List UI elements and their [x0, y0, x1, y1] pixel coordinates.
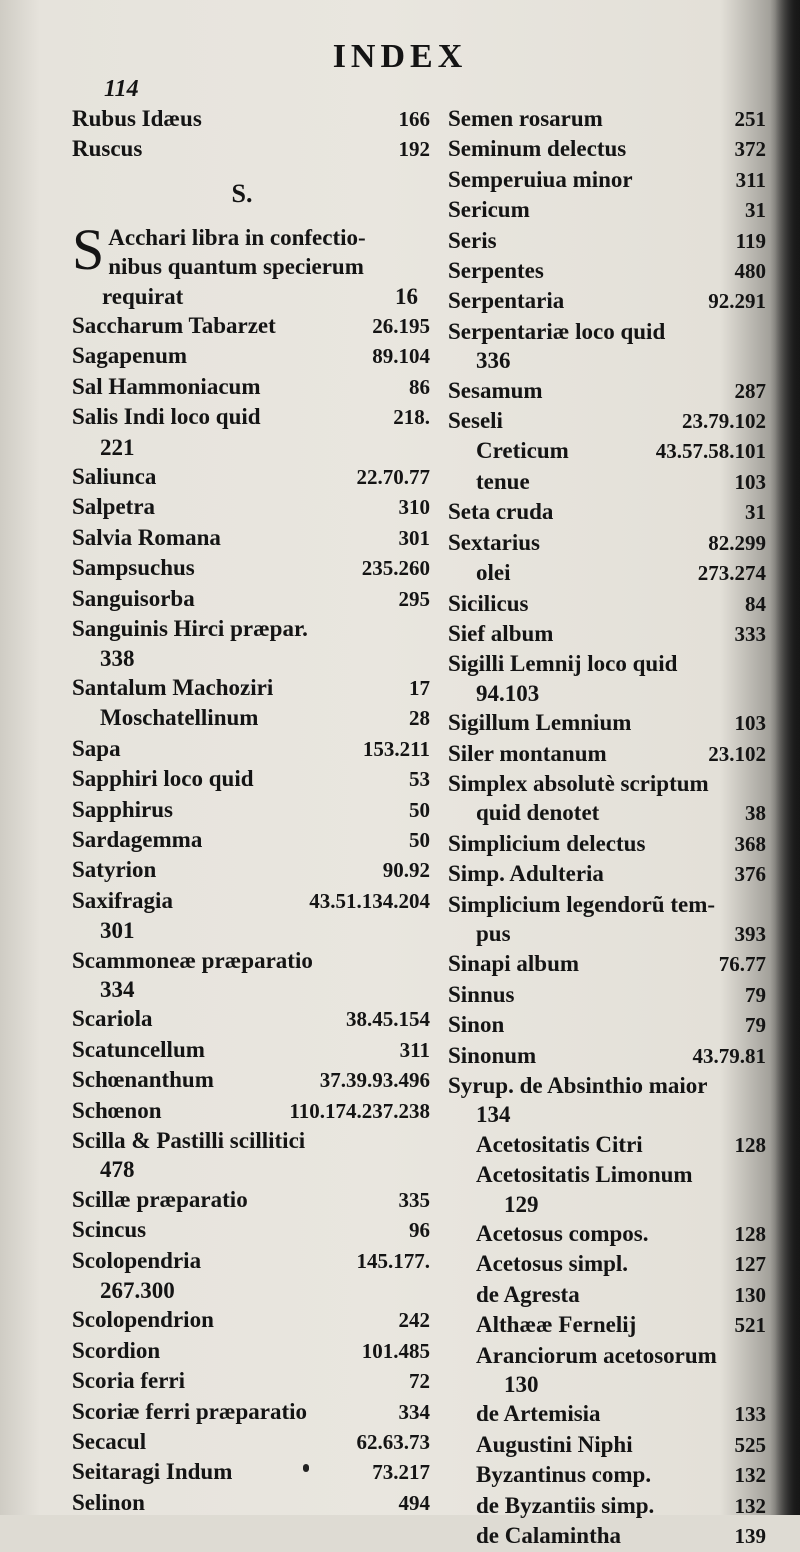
entry-pages: 43.79.81: [692, 1043, 766, 1068]
entry-term: Salvia Romana: [72, 524, 221, 550]
index-entry: [72, 584, 430, 614]
entry-pages: 79: [745, 982, 766, 1007]
entry-term: Sanguinis Hirci præpar.: [72, 616, 308, 642]
entry-pages: 89.104: [372, 344, 430, 369]
dropcap-line-text: nibus quantum specierum: [108, 254, 364, 280]
index-entry: [72, 1276, 430, 1305]
index-entry: [72, 946, 430, 975]
entry-term: Aranciorum acetosorum: [476, 1342, 717, 1368]
dropcap-line-text: Acchari libra in confectio-: [108, 224, 366, 250]
entry-term: Augustini Niphi: [476, 1431, 633, 1457]
entry-pages: 133: [734, 1402, 766, 1427]
index-entry: [448, 558, 766, 588]
index-entry: [72, 1305, 430, 1335]
entry-term: Sapa: [72, 735, 121, 761]
entry-term: Sagapenum: [72, 343, 188, 369]
entry-term: Scatuncellum: [72, 1036, 205, 1062]
entry-pages: 53: [409, 767, 430, 792]
index-entry: [448, 256, 766, 286]
entry-term: Scordion: [72, 1337, 161, 1363]
index-entry: [448, 1100, 766, 1129]
entry-term: Serpentariæ loco quid: [448, 318, 666, 344]
entry-pages: 96: [409, 1218, 430, 1243]
entry-term: Sinon: [448, 1012, 505, 1038]
entry-term: Siler montanum: [448, 740, 607, 766]
entry-pages: 79: [745, 1013, 766, 1038]
entry-term: 221: [100, 434, 135, 460]
entry-pages: 92.291: [708, 289, 766, 314]
entry-term: 336: [476, 348, 511, 374]
entry-pages: 153.211: [362, 736, 430, 761]
entry-pages: 287: [734, 378, 766, 403]
index-entry: [448, 1430, 766, 1460]
entry-term: de Byzantiis simp.: [476, 1492, 655, 1518]
entry-term: Sapphirus: [72, 796, 174, 822]
entry-term: Seris: [448, 227, 497, 253]
index-entry: [72, 703, 430, 733]
entry-term: Seminum delectus: [448, 136, 627, 162]
index-entry: [448, 679, 766, 708]
index-entry: [448, 1249, 766, 1279]
entry-term: Secacul: [72, 1429, 147, 1455]
entry-term: Satyrion: [72, 857, 157, 883]
index-entry: [72, 1155, 430, 1184]
index-entry: [72, 1185, 430, 1215]
index-entry: [448, 104, 766, 134]
entry-pages: 43.51.134.204: [309, 888, 430, 913]
entry-term: Saxifragia: [72, 887, 173, 913]
index-entry: [72, 1065, 430, 1095]
entry-pages: 368: [734, 831, 766, 856]
entry-term: Scoria ferri: [72, 1368, 186, 1394]
index-entry: [448, 226, 766, 256]
index-entry: [448, 317, 766, 346]
entry-term: Scolopendrion: [72, 1307, 214, 1333]
entry-term: Selinon: [72, 1489, 145, 1515]
index-entry: [448, 286, 766, 316]
entry-term: 267.300: [100, 1278, 175, 1304]
index-entry: [448, 708, 766, 738]
entry-term: Simplex absolutè scriptum: [448, 770, 709, 796]
entry-term: Scoriæ ferri præparatio: [72, 1398, 308, 1424]
entry-term: Acetosus simpl.: [476, 1251, 629, 1277]
entry-term: Sapphiri loco quid: [72, 766, 254, 792]
entry-term: Simp. Adulteria: [448, 861, 604, 887]
entry-term: Semen rosarum: [448, 106, 603, 131]
entry-term: Sesamum: [448, 377, 543, 403]
entry-term: 338: [100, 645, 135, 671]
entry-term: Syrup. de Absinthio maior: [448, 1073, 708, 1098]
index-entry: [72, 462, 430, 492]
entry-term: Scolopendria: [72, 1247, 202, 1273]
index-entry: [72, 372, 430, 402]
entry-pages: 521: [734, 1313, 766, 1338]
entry-term: Sigillum Lemnium: [448, 710, 632, 736]
entry-pages: 132: [734, 1463, 766, 1488]
dropcap-letter: S: [72, 216, 105, 282]
index-entry: [72, 916, 430, 945]
index-entry: [448, 1190, 766, 1219]
entry-pages: 480: [734, 259, 766, 284]
entry-pages: 301: [398, 525, 430, 550]
entry-term: Sicilicus: [448, 590, 529, 616]
index-entry: [448, 1491, 766, 1521]
entry-pages: 22.70.77: [356, 465, 430, 490]
entry-pages: 525: [734, 1432, 766, 1457]
entry-pages: 38: [745, 801, 766, 826]
entry-pages: 84: [745, 591, 766, 616]
entry-term: 129: [504, 1191, 539, 1217]
entry-term: Scillæ præparatio: [72, 1186, 248, 1212]
dropcap-pages: 16: [395, 283, 418, 309]
index-entry: [448, 769, 766, 798]
index-entry: [448, 1341, 766, 1370]
entry-term: Sal Hammoniacum: [72, 373, 261, 399]
entry-term: tenue: [476, 468, 530, 494]
index-entry: [72, 523, 430, 553]
entry-pages: 333: [734, 621, 766, 646]
entry-pages: 110.174.237.238: [289, 1098, 430, 1123]
entry-term: Ruscus: [72, 136, 143, 162]
index-entry: [448, 1130, 766, 1160]
entry-pages: 72: [409, 1369, 430, 1394]
entry-term: 130: [504, 1372, 539, 1398]
index-entry: [72, 825, 430, 855]
index-entry: [448, 406, 766, 436]
entry-pages: 311: [735, 167, 766, 192]
entry-pages: 251: [734, 107, 766, 131]
entry-term: Seseli: [448, 408, 503, 434]
entry-pages: 31: [745, 500, 766, 525]
entry-pages: 372: [734, 137, 766, 162]
index-entry: [448, 949, 766, 979]
entry-term: Scincus: [72, 1217, 147, 1243]
entry-term: Serpentaria: [448, 288, 565, 314]
entry-pages: 43.57.58.101: [655, 439, 766, 464]
entry-term: de Agresta: [476, 1281, 580, 1307]
index-entry: [72, 553, 430, 583]
entry-term: Scariola: [72, 1006, 153, 1032]
index-entry: [448, 1521, 766, 1551]
entry-term: Sinnus: [448, 981, 515, 1007]
entry-pages: 128: [734, 1132, 766, 1157]
entry-pages: 376: [734, 862, 766, 887]
entry-term: Moschatellinum: [100, 705, 259, 731]
entry-term: olei: [476, 560, 511, 586]
index-entry: [448, 619, 766, 649]
entry-pages: 50: [409, 827, 430, 852]
index-entry: [448, 739, 766, 769]
index-entry: [448, 919, 766, 949]
page-number: 114: [104, 76, 139, 102]
entry-pages: 103: [734, 711, 766, 736]
entries-left: [72, 311, 430, 1518]
entry-pages: 23.79.102: [682, 409, 766, 434]
index-entry: [72, 734, 430, 764]
entry-pages: 295: [398, 586, 430, 611]
index-entry: [448, 528, 766, 558]
index-entry: [448, 1370, 766, 1399]
entry-pages: 145.177.: [356, 1248, 430, 1273]
entry-pages: 128: [734, 1222, 766, 1247]
entry-term: 301: [100, 918, 135, 944]
index-entry: [72, 1126, 430, 1155]
entry-pages: 37.39.93.496: [319, 1068, 430, 1093]
index-entry: [448, 649, 766, 678]
index-entry: [72, 1488, 430, 1518]
index-entry: [448, 1010, 766, 1040]
entries-right: [448, 104, 766, 1552]
entry-pages: 310: [398, 495, 430, 520]
index-entry: [72, 1215, 430, 1245]
entry-pages: 28: [409, 706, 430, 731]
entry-term: Creticum: [476, 438, 569, 464]
entry-term: Semperuiua minor: [448, 166, 633, 192]
entry-pages: 130: [734, 1282, 766, 1307]
index-entry: [72, 311, 430, 341]
entry-term: Simplicium delectus: [448, 830, 646, 856]
index-entry: [72, 1457, 430, 1487]
entry-term: Acetositatis Limonum: [476, 1162, 693, 1188]
entry-pages: 50: [409, 797, 430, 822]
entry-term: Serpentes: [448, 258, 544, 284]
entry-pages: 166: [398, 107, 430, 131]
entry-pages: 334: [398, 1399, 430, 1424]
page-header: INDEX: [332, 38, 468, 75]
index-entry: [72, 673, 430, 703]
entry-term: Sinonum: [448, 1042, 537, 1068]
entry-term: Byzantinus comp.: [476, 1462, 652, 1488]
entry-term: pus: [476, 920, 511, 946]
index-entry: [72, 104, 430, 134]
entry-term: Sinapi album: [448, 951, 580, 977]
entry-term: Rubus Idæus: [72, 106, 202, 131]
entry-term: Acetosus compos.: [476, 1221, 649, 1247]
index-entry: [448, 829, 766, 859]
entry-pages: 90.92: [382, 858, 430, 883]
index-entry: [72, 492, 430, 522]
left-column: [72, 104, 430, 1518]
entry-term: Saccharum Tabarzet: [72, 313, 276, 339]
index-entry: [72, 614, 430, 643]
entry-pages: 127: [734, 1252, 766, 1277]
index-entry: [72, 1397, 430, 1427]
entry-pages: 335: [398, 1187, 430, 1212]
entry-term: de Artemisia: [476, 1401, 601, 1427]
entry-pages: 31: [745, 198, 766, 223]
entry-pages: 76.77: [718, 952, 766, 977]
entry-term: Simplicium legendorũ tem-: [448, 891, 716, 917]
entries-before: [72, 104, 430, 165]
ink-mark: [303, 1464, 309, 1472]
section-letter: S.: [231, 178, 253, 208]
entry-term: quid denotet: [476, 800, 600, 826]
entry-pages: 192: [398, 137, 430, 162]
index-entry: [448, 1071, 766, 1100]
entry-pages: 218.: [393, 405, 430, 430]
index-entry: [448, 165, 766, 195]
entry-term: Salis Indi loco quid: [72, 404, 261, 430]
index-entry: [448, 798, 766, 828]
entry-pages: 101.485: [361, 1338, 430, 1363]
entry-pages: 494: [398, 1490, 430, 1515]
index-entry: [72, 855, 430, 885]
index-entry: [72, 1096, 430, 1126]
entry-pages: 62.63.73: [356, 1430, 430, 1455]
entry-term: Sigilli Lemnij loco quid: [448, 651, 678, 677]
entry-term: Santalum Machoziri: [72, 674, 274, 700]
index-entry: [72, 1035, 430, 1065]
entry-pages: 235.260: [361, 556, 430, 581]
index-entry: [72, 402, 430, 432]
entry-term: 134: [476, 1102, 511, 1128]
entry-pages: 82.299: [708, 530, 766, 555]
index-entry: [448, 195, 766, 225]
entry-term: Sanguisorba: [72, 585, 195, 611]
entry-term: Seta cruda: [448, 499, 554, 525]
entry-pages: 273.274: [697, 561, 766, 586]
entry-pages: 393: [734, 921, 766, 946]
index-entry: [448, 980, 766, 1010]
entry-term: Salpetra: [72, 494, 156, 520]
index-entry: [448, 346, 766, 375]
entry-term: 478: [100, 1157, 135, 1183]
entry-pages: 86: [409, 374, 430, 399]
index-entry: [448, 589, 766, 619]
entry-pages: 119: [735, 228, 766, 253]
dropcap-line: [72, 282, 430, 311]
index-entry: [72, 1427, 430, 1457]
dropcap-line: [108, 223, 430, 252]
index-entry: [72, 764, 430, 794]
entry-pages: 38.45.154: [346, 1007, 430, 1032]
index-entry: [72, 644, 430, 673]
entry-term: Scilla & Pastilli scillitici: [72, 1128, 306, 1153]
entry-pages: 26.195: [372, 314, 430, 339]
index-entry: [448, 436, 766, 466]
entry-pages: 311: [399, 1037, 430, 1062]
index-entry: [448, 1399, 766, 1429]
index-entry: [72, 886, 430, 916]
index-entry: [448, 1280, 766, 1310]
entry-pages: 132: [734, 1493, 766, 1518]
index-entry: [72, 1246, 430, 1276]
index-entry: [448, 859, 766, 889]
entry-pages: 73.217: [372, 1460, 430, 1485]
entry-pages: 103: [734, 469, 766, 494]
dropcap-line: [108, 252, 430, 281]
entry-term: de Calamintha: [476, 1523, 622, 1549]
entry-pages: 139: [734, 1524, 766, 1549]
entry-term: Scammoneæ præparatio: [72, 947, 313, 973]
index-entry: [448, 890, 766, 919]
index-entry: [448, 1160, 766, 1189]
index-entry: [72, 341, 430, 371]
index-entry: [448, 134, 766, 164]
index-entry: [448, 376, 766, 406]
entry-term: 334: [100, 976, 135, 1002]
binding-shadow: [770, 0, 800, 1515]
entry-term: Sief album: [448, 620, 554, 646]
index-entry: [72, 134, 430, 164]
entry-term: Althææ Fernelij: [476, 1312, 637, 1338]
index-entry: [72, 1366, 430, 1396]
entry-term: Sardagemma: [72, 826, 203, 852]
entry-pages: 23.102: [708, 741, 766, 766]
index-entry: [72, 1336, 430, 1366]
entry-term: Sericum: [448, 197, 530, 223]
index-entry: [72, 795, 430, 825]
entry-term: Schœnanthum: [72, 1067, 214, 1093]
index-entry: [448, 1041, 766, 1071]
index-entry: [72, 975, 430, 1004]
index-entry: [72, 1004, 430, 1034]
entry-term: Sextarius: [448, 529, 540, 555]
entry-term: 94.103: [476, 680, 540, 706]
entry-term: Saliunca: [72, 464, 157, 490]
index-entry: [448, 497, 766, 527]
index-entry: [72, 433, 430, 462]
index-entry: [448, 1460, 766, 1490]
entry-term: Seitaragi Indum: [72, 1459, 233, 1485]
entry-pages: 242: [398, 1308, 430, 1333]
dropcap-entry: [72, 216, 430, 311]
dropcap-line-text: requirat: [102, 283, 184, 309]
index-entry: [448, 467, 766, 497]
entry-term: Schœnon: [72, 1097, 162, 1123]
entry-pages: 17: [409, 675, 430, 700]
index-entry: [448, 1219, 766, 1249]
right-column: [448, 104, 766, 1552]
entry-term: Sampsuchus: [72, 555, 195, 581]
index-entry: [448, 1310, 766, 1340]
entry-term: Acetositatis Citri: [476, 1131, 643, 1157]
